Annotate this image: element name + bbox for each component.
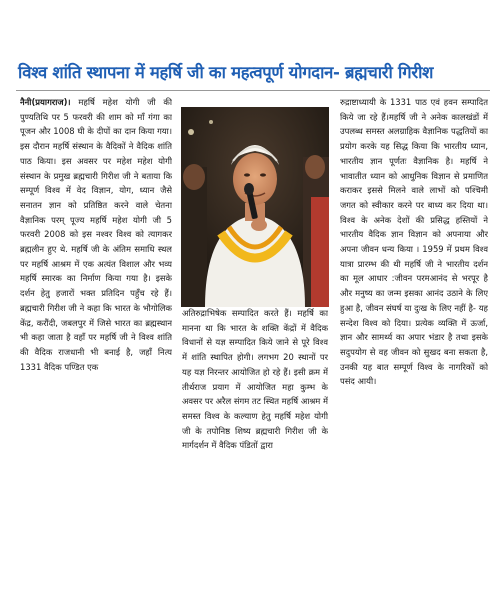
- headline-rule: [16, 90, 490, 91]
- dateline: नैनी(प्रयागराज)।: [20, 97, 71, 107]
- column-1-body: महर्षि महेश योगी जी की पुण्यतिथि पर 5 फरवरी की शाम को माँ गंगा का पूजन और 1008 घी के दीपों का दान किया गया। इस दौरान महर्षि संस्थान के वैदिकों ने वैदिक शांति पाठ किया। इस अवसर पर महेश महेश योगी संस्थान के प्रमुख ब्रह्मचारी गिरीश जी ने बताया कि सम्पूर्ण विश्व में वेद विज्ञान, योग, ध्यान जैसे सनातन ज्ञान को प्रतिष्ठित करने वाले चेतना वैज्ञानिक परम् पूज्य महर्षि महेश योगी जी 5 फरवरी 2008 को इस नश्वर विश्व को त्यागकर ब्रह्मलीन हुए थे. महर्षि जी के अंतिम समाधि स्थल पर महर्षि आश्रम में एक अत्यंत विशाल और भव्य महर्षि स्मारक का निर्माण किया गया है। इसके दर्शन हेतु हजारों भक्त प्रतिदिन पहुँच रहे हैं। ब्रह्मचारी गिरीश जी ने कहा कि भारत के भौगोलिक केंद्र, करौंदी, जबलपुर में जिसे भारत का ब्रह्मस्थान भी कहा जाता है वहाँ पर महर्षि जी ने विश्व शांति की वैदिक राजधानी भी बनाई है, जहाँ नित्य 1331 वैदिक पण्डित एक: [20, 97, 172, 372]
- article-column-1: [20, 95, 172, 545]
- news-photo: [181, 107, 329, 307]
- article-column-2: [182, 306, 328, 546]
- speaker-photo-illustration: [181, 107, 329, 307]
- column-2-text: अतिरुद्राभिषेक सम्पादित करते हैं। महर्षि का मानना था कि भारत के शक्ति केंद्रों में वैदिक विधानों से यज्ञ सम्पादित किये जाने से पूरे विश्व में शांति स्थापित होगी। लगभग 20 स्थानों पर यह यज्ञ निरन्तर आयोजित हो रहे हैं। इसी क्रम में तीर्थराज प्रयाग में आयोजित महा कुम्भ के अवसर पर अरैल संगम तट स्थित महर्षि आश्रम में समस्त विश्व के कल्याण हेतु महर्षि महेश योगी जी के तपोनिष्ठ शिष्य ब्रह्मचारी गिरीश जी के मार्गदर्शन में वैदिक पंडितों द्वारा: [182, 308, 328, 451]
- article-headline: विश्व शांति स्थापना में महर्षि जी का महत्वपूर्ण योगदान- ब्रह्मचारी गिरीश: [18, 63, 434, 82]
- article-column-3: [340, 95, 488, 545]
- column-3-text: रुद्राष्टाध्यायी के 1331 पाठ एवं हवन सम्पादित किये जा रहे हैं।महर्षि जी ने अनेक कालखंडों में उपलब्ध समस्त अलग्राहिक वैज्ञानिक पद्धतियों का प्रयोग करके यह सिद्ध किया कि भारतीय ध्यान, भारतीय ज्ञान पूर्णतः वैज्ञानिक है। महर्षि ने भावातीत ध्यान को आधुनिक विज्ञान से प्रमाणित कराकर इससे मिलने वाले लाभों को पश्चिमी जगत को स्वीकार करने पर बाध्य कर दिया था। विश्व के अनेक देशों की प्रसिद्ध हस्तियों ने भारतीय वैदिक ज्ञान विज्ञान को अपनाया और अपना जीवन धन्य किया । 1959 में प्रथम विश्व यात्रा प्रारम्भ की थी महर्षि जी ने भारतीय दर्शन का मूल आधार :जीवन परमआनंद से भरपूर है और मनुष्य का जन्म इसका आनंद उठाने के लिए हुआ है, जीवन संघर्ष या दुःख के लिए नहीं है- यह सन्देश विश्व को दिया। प्रत्येक व्यक्ति में ऊर्जा, ज्ञान और सामर्थ्य का अपार भंडार है तथा इसके सदुपयोग से वह जीवन को सुखद बना सकता है, उनकी यह बात सम्पूर्ण विश्व के नागरिकों को पसंद आयी।: [340, 97, 488, 387]
- column-1-text: [20, 95, 172, 374]
